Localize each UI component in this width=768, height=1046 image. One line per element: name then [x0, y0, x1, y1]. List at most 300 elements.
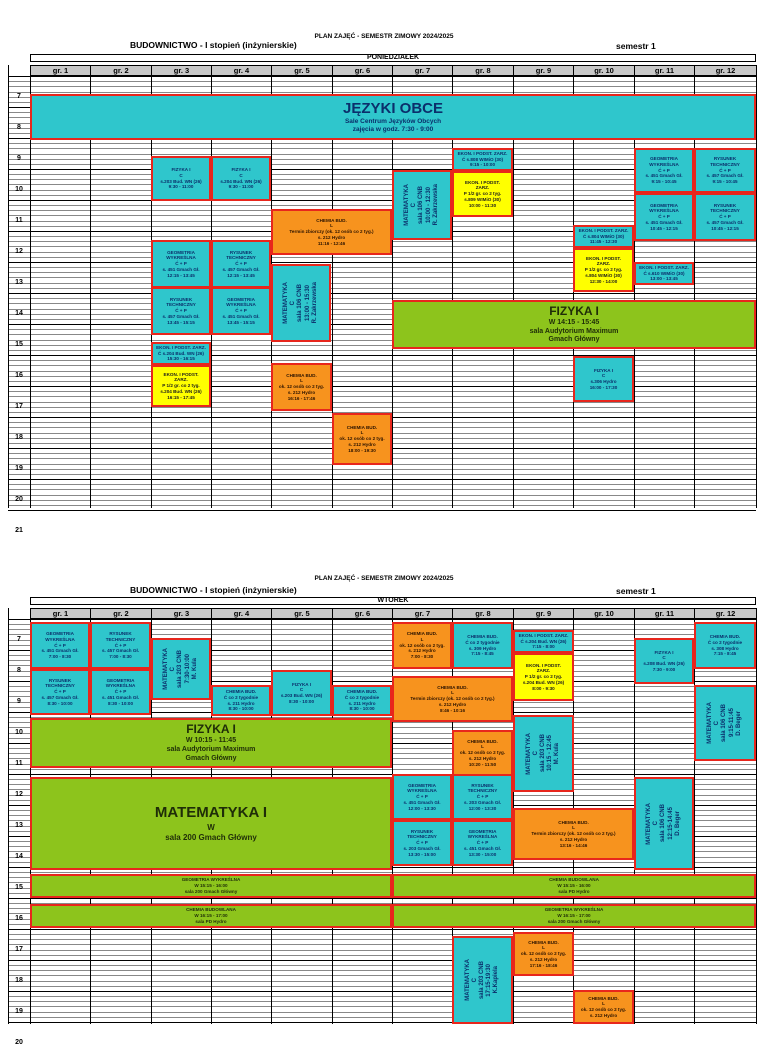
- class-block-chemia-bud[interactable]: [573, 990, 634, 1024]
- class-block-geometria[interactable]: [211, 287, 271, 335]
- class-block-line: s. 451 Gmach Gł.: [222, 313, 260, 319]
- class-block-line: s.203 Bud. WN (26): [280, 693, 323, 698]
- class-block-chemia-bud[interactable]: [452, 730, 513, 776]
- group-header-5: gr. 5: [271, 608, 333, 619]
- class-block-line: L: [602, 1001, 605, 1007]
- group-header-7: gr. 7: [392, 65, 453, 76]
- class-block-line: Ć + P: [658, 214, 670, 220]
- grid-line: [8, 489, 756, 490]
- class-block-line: 7:00 - 8:30: [48, 654, 72, 660]
- class-block-line: s.204 Bud. WN (26): [220, 178, 262, 184]
- class-block-line: MATEMATYKA: [525, 732, 532, 775]
- class-block-ekon-i-podst[interactable]: [513, 653, 574, 701]
- day-header: PONIEDZIAŁEK: [30, 54, 756, 62]
- grid-line: [8, 944, 756, 945]
- class-block-line: 12:00 - 13:30: [468, 805, 497, 811]
- class-block-line: Ć + P: [476, 794, 489, 800]
- class-block-geometria-wykreślna[interactable]: [392, 904, 756, 928]
- class-block-line: C: [411, 202, 418, 208]
- class-block-line: C: [601, 373, 606, 379]
- class-block-języki-obce[interactable]: [30, 94, 756, 140]
- class-block-line: 9:15 - 10:45: [651, 179, 677, 185]
- class-block-chemia-budowlana[interactable]: [392, 874, 756, 898]
- class-block-line: s. 451 Gmach Gł.: [463, 845, 502, 851]
- class-block-line: WYKREŚLNA: [226, 302, 256, 308]
- class-block-line: s. 309 Hydro: [468, 645, 497, 651]
- hour-label: 14: [15, 310, 23, 317]
- class-block-geometria[interactable]: [151, 240, 211, 288]
- class-block-line: 8:46 - 10:16: [439, 707, 466, 713]
- hour-line: [8, 293, 756, 294]
- group-header-5: gr. 5: [271, 65, 333, 76]
- hour-line: [8, 774, 756, 775]
- class-block-line: 7:00 - 8:30: [109, 654, 132, 660]
- class-block-line: ZARZ.: [536, 668, 551, 674]
- class-block-line: EKON. I PODST.: [526, 662, 561, 668]
- class-block-line: s. 212 Hydro: [529, 956, 558, 962]
- class-block-line: 8:30 - 10:00: [47, 700, 73, 706]
- hour-label: 12: [15, 791, 23, 798]
- class-block-geometria[interactable]: [452, 820, 513, 866]
- group-header-1: gr. 1: [30, 65, 91, 76]
- class-block-line: 7:15 - 8:00: [532, 644, 555, 650]
- class-block-line: Ć + P: [719, 167, 731, 173]
- day-header: WTOREK: [30, 597, 756, 605]
- class-block-line: s. 451 Gmach Gł.: [162, 266, 200, 272]
- class-block-line: W: [207, 822, 215, 832]
- class-block-line: EKON. I PODST. ZARZ.: [518, 632, 569, 638]
- class-block-ekon-i-podst-zarz[interactable]: [573, 225, 634, 248]
- column-line: [756, 65, 757, 508]
- class-block-line: FIZYKA I: [654, 649, 674, 655]
- class-block-line: sala 200 Gmach Główny: [184, 888, 238, 894]
- class-block-line: 17:15-19:30: [486, 963, 493, 997]
- class-block-line: TECHNICZNY: [467, 788, 498, 794]
- class-block-line: Ć + P: [658, 167, 670, 173]
- class-block-line: Ć co 2 tygodnie: [223, 694, 259, 700]
- class-block-line: GEOMETRIA: [408, 782, 436, 788]
- class-block-line: P 1/2 gr. co 2 tyg.: [524, 674, 563, 680]
- class-block-matematyka[interactable]: [513, 715, 574, 792]
- group-header-11: gr. 11: [634, 608, 695, 619]
- hour-label: 18: [15, 434, 23, 441]
- hour-label: 18: [15, 977, 23, 984]
- grid-line: [8, 381, 756, 382]
- class-block-line: CHEMIA BUDOWLANA: [186, 907, 236, 913]
- class-block-line: RYSUNEK: [713, 202, 737, 208]
- group-header-4: gr. 4: [211, 65, 272, 76]
- class-block-line: R. Zakrzewska: [311, 282, 318, 324]
- class-block-line: sala 200 Gmach Główny: [547, 918, 601, 924]
- class-block-line: 10:45 - 12:15: [650, 225, 678, 231]
- class-block-line: RYSUNEK: [471, 782, 494, 788]
- class-block-line: GEOMETRIA: [167, 249, 195, 255]
- grid-line: [8, 495, 756, 496]
- class-block-matematyka[interactable]: [452, 936, 513, 1024]
- class-block-line: 7:30-10:00: [184, 654, 191, 684]
- class-block-line: FIZYKA I: [292, 681, 311, 687]
- class-block-line: s. 451 Gmach Gł.: [101, 694, 140, 700]
- grid-line: [8, 143, 756, 144]
- class-block-line: EKON. I PODST. ZARZ.: [639, 264, 689, 270]
- class-block-line: P 1/2 gr. co 2 tyg.: [162, 383, 200, 389]
- grid-line: [8, 1012, 756, 1013]
- class-block-line: M. Kula: [191, 658, 198, 680]
- class-block-ekon-i-podst-zarz[interactable]: [151, 342, 211, 365]
- group-header-12: gr. 12: [694, 65, 757, 76]
- class-block-line: EKON. I PODST. ZARZ.: [156, 344, 206, 350]
- class-block-line: W 15:15 - 16:00: [194, 883, 228, 889]
- class-block-line: C: [532, 751, 539, 756]
- hour-label: 13: [15, 279, 23, 286]
- class-block-line: WYKREŚLNA: [45, 636, 75, 642]
- class-block-line: 8:30 - 10:00: [107, 700, 134, 706]
- class-block-line: ok. 12 osób co 2 tyg.: [278, 384, 325, 390]
- class-block-line: MATEMATYKA: [404, 184, 411, 226]
- class-block-line: s.306 Hydro: [590, 379, 617, 384]
- class-block-line: 13:00 - 13:45: [650, 276, 678, 282]
- class-block-line: R. Zakrzewska: [432, 184, 439, 226]
- class-block-line: W 10:15 - 11:45: [185, 737, 237, 745]
- class-block-line: Ć co 2 tygodnie: [707, 639, 743, 645]
- class-block-line: FIZYKA I: [171, 167, 191, 173]
- hour-label: 21: [15, 527, 23, 534]
- group-header-9: gr. 9: [513, 608, 574, 619]
- class-block-line: FIZYKA I: [231, 167, 251, 173]
- class-block-line: C: [179, 172, 183, 178]
- semester-label: semestr 1: [616, 586, 656, 596]
- class-block-line: C: [290, 300, 297, 306]
- class-block-chemia-bud[interactable]: [271, 209, 392, 255]
- class-block-chemia-budowlana[interactable]: [30, 904, 392, 928]
- class-block-line: GEOMETRIA: [106, 677, 135, 683]
- class-block-line: Ć s.204 Bud. WN (26): [520, 638, 567, 644]
- class-block-line: s. 212 Hydro: [438, 701, 467, 707]
- class-block-line: TECHNICZNY: [710, 161, 740, 167]
- class-block-line: ok. 12 osób co 2 tyg.: [339, 436, 385, 442]
- class-block-line: s.809 WIMiO (30): [464, 196, 501, 202]
- class-block-line: 12:00 - 13:30: [408, 805, 436, 811]
- class-block-line: 16:15 - 17:45: [167, 394, 195, 400]
- class-block-ekon-i-podst[interactable]: [151, 365, 211, 407]
- class-block-line: C: [471, 977, 478, 983]
- class-block-line: WYKREŚLNA: [166, 255, 196, 261]
- class-block-line: s.804 WIMiO (30): [585, 272, 622, 278]
- class-block-line: 9:15 - 10:00: [469, 162, 496, 168]
- grid-line: [8, 1017, 756, 1018]
- class-block-line: sala 106 CNB: [418, 185, 425, 225]
- class-block-line: 10:20 - 11:50: [468, 761, 497, 767]
- hour-label: 17: [15, 946, 23, 953]
- grid-line: [8, 257, 756, 258]
- hour-line: [8, 1022, 756, 1023]
- class-block-line: s. 212 Hydro: [317, 234, 346, 240]
- hour-label: 15: [15, 884, 23, 891]
- grid-line: [8, 396, 756, 397]
- class-block-geometria[interactable]: [392, 774, 452, 820]
- class-block-geometria-wykreślna[interactable]: [30, 874, 392, 898]
- class-block-line: FIZYKA I: [549, 303, 599, 318]
- class-block-line: s.203 Bud. WN (26): [160, 178, 202, 184]
- group-header-8: gr. 8: [452, 65, 514, 76]
- class-block-chemia-bud[interactable]: [392, 622, 452, 669]
- program-name: BUDOWNICTWO - I stopień (inżynierskie): [130, 40, 297, 50]
- class-block-ekon-i-podst-zarz[interactable]: [513, 630, 574, 653]
- group-header-2: gr. 2: [90, 608, 152, 619]
- group-header-6: gr. 6: [332, 65, 393, 76]
- class-block-line: Termin zbiorczy (ok. 12 osób co 2 tyg.): [289, 229, 374, 235]
- class-block-matematyka-i[interactable]: [30, 777, 392, 870]
- grid-line: [8, 288, 756, 289]
- class-block-ekon-i-podst[interactable]: [573, 248, 634, 292]
- class-block-line: ZARZ.: [596, 261, 611, 267]
- class-block-line: TECHNICZNY: [710, 208, 740, 214]
- class-block-rysunek[interactable]: [694, 148, 756, 193]
- class-block-line: WYKREŚLNA: [649, 161, 679, 167]
- class-block-rysunek[interactable]: [90, 622, 151, 669]
- class-block-line: Sale Centrum Języków Obcych: [344, 118, 442, 126]
- class-block-chemia-bud[interactable]: [513, 932, 574, 976]
- class-block-line: 9:15 - 10:45: [712, 179, 738, 185]
- class-block-line: GEOMETRIA WYKREŚLNA: [544, 907, 604, 913]
- class-block-line: Ć + P: [54, 642, 66, 648]
- class-block-line: RYSUNEK: [109, 631, 132, 637]
- class-block-line: W 15:15 - 16:00: [557, 883, 591, 889]
- class-block-matematyka[interactable]: [694, 685, 756, 761]
- hour-line: [8, 479, 756, 480]
- class-block-chemia-bud[interactable]: [513, 808, 634, 860]
- class-block-rysunek[interactable]: [452, 774, 513, 820]
- class-block-line: CHEMIA BUDOWLANA: [549, 877, 599, 883]
- class-block-rysunek[interactable]: [30, 669, 90, 715]
- group-header-11: gr. 11: [634, 65, 695, 76]
- hour-label: 11: [15, 217, 23, 224]
- class-block-line: Ć + P: [476, 840, 489, 846]
- class-block-fizyka-i[interactable]: [271, 670, 332, 716]
- class-block-line: L: [572, 825, 575, 831]
- class-block-line: CHEMIA BUD.: [346, 424, 378, 430]
- class-block-line: Gmach Główny: [548, 336, 600, 344]
- class-block-chemia-bud[interactable]: [452, 622, 513, 669]
- class-block-line: EKON. I PODST.: [586, 255, 621, 261]
- class-block-line: WYKREŚLNA: [649, 208, 679, 214]
- class-block-line: s. 212 Hydro: [468, 755, 497, 761]
- class-block-line: Ć co 2 tygodnie: [344, 694, 380, 700]
- grid-line: [8, 939, 756, 940]
- class-block-line: 11:45 - 12:30: [589, 239, 618, 245]
- class-block-line: D. Beger: [674, 811, 681, 836]
- class-block-geometria[interactable]: [634, 148, 694, 193]
- class-block-fizyka-i[interactable]: [573, 356, 634, 402]
- hour-line: [8, 929, 756, 930]
- hour-label: 15: [15, 341, 23, 348]
- class-block-line: Ć co 2 tygodnie: [465, 639, 500, 645]
- class-block-line: TECHNICZNY: [166, 302, 196, 308]
- class-block-line: 16:00 - 17:30: [589, 384, 618, 390]
- hour-line: [8, 386, 756, 387]
- class-block-line: 13:00 - 15:30: [304, 284, 311, 322]
- class-block-line: 7:15 - 8:45: [713, 651, 737, 657]
- class-block-line: JĘZYKI OBCE: [342, 99, 444, 117]
- group-header-6: gr. 6: [332, 608, 393, 619]
- column-line: [8, 65, 9, 508]
- class-block-line: Ć s.804 WIMiO (30): [582, 233, 625, 239]
- class-block-line: s.208 Bud. WN (26): [643, 661, 685, 666]
- hour-label: 12: [15, 248, 23, 255]
- class-block-line: Ć + P: [175, 308, 187, 314]
- hour-line: [8, 510, 756, 511]
- class-block-line: 8:30 - 10:00: [349, 706, 375, 712]
- class-block-line: RYSUNEK: [410, 828, 434, 834]
- class-block-line: 13:45 - 15:15: [167, 319, 195, 325]
- class-block-ekon-i-podst-zarz[interactable]: [452, 148, 513, 171]
- class-block-line: L: [300, 378, 303, 384]
- class-block-fizyka-i[interactable]: [151, 156, 211, 201]
- class-block-line: MATEMATYKA: [464, 959, 471, 1001]
- class-block-line: CHEMIA BUD.: [528, 939, 559, 945]
- class-block-line: C: [239, 172, 243, 178]
- class-block-line: RYSUNEK: [229, 249, 253, 255]
- class-block-line: Ć + P: [416, 794, 428, 800]
- class-block-line: 7:00 - 8:30: [410, 654, 434, 660]
- class-block-line: Ć + P: [416, 840, 428, 846]
- class-block-line: Termin zbiorczy (ok. 12 osób co 2 tyg.): [410, 696, 495, 702]
- class-block-chemia-bud[interactable]: [392, 676, 513, 722]
- class-block-line: Ć + P: [54, 689, 66, 695]
- class-block-line: Ć + P: [114, 689, 127, 695]
- class-block-matematyka[interactable]: [392, 170, 452, 240]
- class-block-line: W 16:15 - 17:00: [557, 913, 591, 919]
- class-block-line: GEOMETRIA: [650, 202, 678, 208]
- class-block-line: CHEMIA BUD.: [709, 634, 741, 640]
- class-block-line: M. Kula: [554, 742, 561, 765]
- class-block-geometria[interactable]: [634, 193, 694, 241]
- class-block-matematyka[interactable]: [271, 264, 331, 342]
- class-block-fizyka-i[interactable]: [392, 300, 756, 349]
- grid-line: [8, 360, 756, 361]
- class-block-geometria[interactable]: [30, 622, 90, 669]
- group-header-12: gr. 12: [694, 608, 757, 619]
- class-block-line: GEOMETRIA: [650, 156, 678, 162]
- hour-label: 10: [15, 186, 23, 193]
- class-block-line: sala 106 CNB: [721, 703, 728, 743]
- class-block-ekon-i-podst[interactable]: [452, 171, 513, 217]
- hour-label: 17: [15, 403, 23, 410]
- class-block-rysunek[interactable]: [151, 287, 211, 335]
- hour-label: 20: [15, 496, 23, 503]
- class-block-line: WYKREŚLNA: [105, 683, 136, 689]
- class-block-line: s. 451 Gmach Gł.: [403, 799, 441, 805]
- column-line: [756, 608, 757, 1024]
- class-block-line: 9:15-11:45: [728, 708, 735, 738]
- grid-line: [8, 86, 756, 87]
- grid-line: [8, 986, 756, 987]
- class-block-ekon-i-podst-zarz[interactable]: [634, 262, 694, 285]
- group-header-2: gr. 2: [90, 65, 152, 76]
- grid-line: [8, 376, 756, 377]
- class-block-line: sala PD Hydro: [195, 918, 227, 924]
- class-block-line: Ć + P: [175, 261, 187, 267]
- class-block-line: 12:15-14:45: [667, 807, 674, 840]
- class-block-chemia-bud[interactable]: [271, 363, 332, 411]
- class-block-matematyka[interactable]: [151, 638, 211, 700]
- class-block-line: Termin zbiorczy (ok. 12 osób co 2 tyg.): [531, 831, 616, 837]
- class-block-line: RYSUNEK: [48, 677, 72, 683]
- class-block-line: 8:30 - 10:00: [228, 706, 254, 712]
- class-block-line: C: [170, 666, 177, 672]
- class-block-line: 13:16 - 14:46: [559, 842, 588, 848]
- class-block-rysunek[interactable]: [211, 240, 271, 288]
- class-block-chemia-bud[interactable]: [694, 622, 756, 669]
- class-block-geometria[interactable]: [90, 669, 151, 715]
- group-header-10: gr. 10: [573, 608, 635, 619]
- class-block-line: C: [653, 821, 660, 826]
- class-block-line: 13:30 - 15:00: [408, 851, 436, 857]
- class-block-line: Gmach Główny: [185, 754, 237, 762]
- class-block-line: 10:00 - 12:30: [425, 186, 432, 224]
- class-block-line: L: [420, 636, 424, 642]
- class-block-line: Ć s.808 WIMiO (30): [461, 156, 504, 162]
- grid-line: [8, 955, 756, 956]
- class-block-line: s. 212 Hydro: [348, 441, 376, 447]
- class-block-line: CHEMIA BUD.: [588, 995, 619, 1001]
- class-block-line: s. 457 Gmach Gł.: [706, 219, 744, 225]
- class-block-line: ok. 12 osób co 2 tyg.: [459, 750, 506, 756]
- class-block-line: Ć s.204 Bud. WN (26): [158, 350, 204, 356]
- class-block-line: s. 457 Gmach Gł.: [41, 694, 79, 700]
- hour-label: 16: [15, 372, 23, 379]
- class-block-chemia-bud[interactable]: [211, 685, 271, 716]
- class-block-line: s. 211 Hydro: [348, 700, 376, 706]
- class-block-line: MATEMATYKA: [163, 648, 170, 690]
- class-block-line: s. 457 Gmach Gł.: [706, 173, 744, 179]
- class-block-line: sala Audytorium Maximum: [166, 746, 256, 754]
- class-block-line: WYKREŚLNA: [407, 788, 437, 794]
- class-block-line: GEOMETRIA: [46, 631, 74, 637]
- class-block-chemia-bud[interactable]: [332, 413, 392, 465]
- class-block-fizyka-i[interactable]: [30, 718, 392, 768]
- class-block-line: 8:00 - 9:30: [532, 685, 555, 691]
- class-block-line: s. 308 Hydro: [711, 645, 739, 651]
- grid-line: [8, 1001, 756, 1002]
- grid-line: [8, 500, 756, 501]
- class-block-line: TECHNICZNY: [45, 683, 75, 689]
- class-block-line: L: [451, 690, 454, 696]
- hour-label: 9: [17, 155, 21, 162]
- grid-line: [8, 965, 756, 966]
- class-block-line: TECHNICZNY: [226, 255, 256, 261]
- class-block-line: ok. 12 osób co 2 tyg.: [399, 642, 445, 648]
- class-block-line: s.204 Bud. WN (26): [160, 388, 202, 394]
- class-block-matematyka[interactable]: [634, 777, 694, 870]
- class-block-line: 9:30 - 11:00: [168, 184, 194, 190]
- class-block-fizyka-i[interactable]: [634, 638, 694, 684]
- class-block-rysunek[interactable]: [694, 193, 756, 241]
- grid-line: [8, 975, 756, 976]
- grid-line: [8, 934, 756, 935]
- class-block-line: TECHNICZNY: [105, 636, 136, 642]
- class-block-line: K.Kapiela: [493, 966, 500, 994]
- hour-label: 7: [17, 93, 21, 100]
- class-block-line: CHEMIA BUD.: [286, 372, 317, 378]
- class-block-line: GEOMETRIA WYKREŚLNA: [181, 877, 241, 883]
- hour-line: [8, 898, 756, 899]
- group-header-7: gr. 7: [392, 608, 453, 619]
- class-block-line: sala 106 CNB: [660, 804, 667, 843]
- class-block-rysunek[interactable]: [392, 820, 452, 866]
- class-block-fizyka-i[interactable]: [211, 156, 271, 201]
- class-block-chemia-bud[interactable]: [332, 685, 392, 716]
